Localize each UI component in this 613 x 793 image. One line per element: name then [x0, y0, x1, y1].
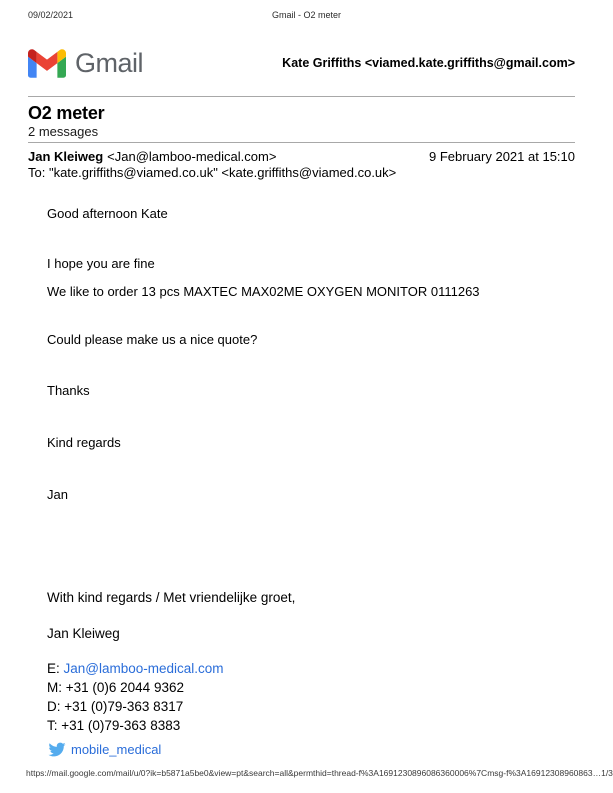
- twitter-handle-link[interactable]: mobile_medical: [71, 742, 162, 757]
- divider: [28, 96, 575, 97]
- sender-email: <Jan@lamboo-medical.com>: [107, 149, 277, 164]
- signature-email-line: [47, 659, 295, 678]
- body-paragraph: Good afternoon Kate: [47, 206, 168, 221]
- thread-title: O2 meter: [28, 103, 105, 123]
- signature-closing: With kind regards / Met vriendelijke groet,: [47, 590, 296, 605]
- signature-tel-line: T: +31 (0)79-363 8383: [47, 718, 181, 733]
- message-body: [47, 206, 575, 503]
- signature-contact-block: [47, 659, 295, 735]
- body-paragraph: I hope you are fine: [47, 256, 155, 271]
- signature-mobile-line: M: +31 (0)6 2044 9362: [47, 680, 184, 695]
- print-date: 09/02/2021: [28, 10, 74, 20]
- print-footer-url: https://mail.google.com/mail/u/0?ik=b5871a5be0&view=pt&search=all&permthid=thread-f%3A1691230896086360006%7Cmsg-f%3A16912308960863…: [26, 768, 602, 778]
- sender-name: Jan Kleiweg: [28, 149, 104, 164]
- print-footer: [26, 768, 613, 778]
- sender-email-link[interactable]: Jan@lamboo-medical.com: [63, 661, 224, 676]
- message-recipient: To: "kate.griffiths@viamed.co.uk" <kate.griffiths@viamed.co.uk>: [28, 165, 397, 180]
- thread-message-count: 2 messages: [28, 124, 99, 139]
- gmail-header-row: [28, 44, 575, 82]
- email-signature: [47, 588, 295, 759]
- sender: [28, 149, 276, 164]
- message-from-line: [28, 149, 575, 164]
- account-owner: Kate Griffiths <viamed.kate.griffiths@gmail.com>: [282, 56, 575, 70]
- twitter-bird-icon: [47, 741, 67, 758]
- body-paragraph: We like to order 13 pcs MAXTEC MAX02ME OXYGEN MONITOR 0111263: [47, 284, 480, 299]
- gmail-logo: [28, 48, 143, 79]
- body-paragraph: Kind regards: [47, 435, 121, 450]
- twitter-link-row: [47, 740, 295, 759]
- print-title: Gmail - O2 meter: [271, 10, 342, 20]
- gmail-m-icon: [28, 49, 66, 78]
- email-label: E:: [47, 661, 64, 676]
- body-paragraph: Jan: [47, 487, 68, 502]
- divider: [28, 142, 575, 143]
- gmail-wordmark: Gmail: [75, 47, 144, 78]
- body-paragraph: Could please make us a nice quote?: [47, 332, 258, 347]
- signature-name: Jan Kleiweg: [47, 626, 120, 641]
- print-header: [28, 10, 585, 22]
- signature-direct-line: D: +31 (0)79-363 8317: [47, 699, 184, 714]
- body-paragraph: Thanks: [47, 383, 90, 398]
- print-footer-page-number: 1/3: [601, 768, 613, 778]
- message-date: 9 February 2021 at 15:10: [429, 149, 575, 164]
